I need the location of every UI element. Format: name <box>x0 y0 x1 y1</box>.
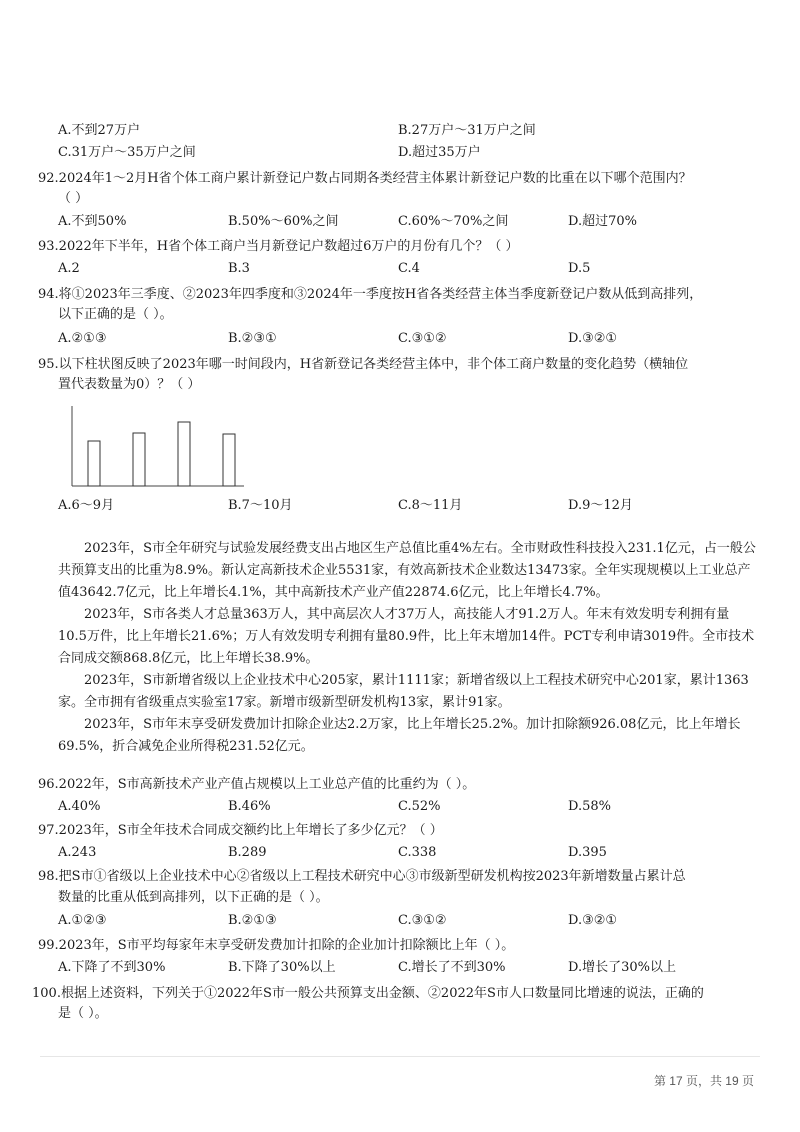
q99-stem: 99.2023年，S市平均每家年末享受研发费加计扣除的企业加计扣除额比上年（ ）。 <box>38 938 515 953</box>
q97-option-b[interactable]: B.289 <box>228 845 267 860</box>
chart-bar-1 <box>88 441 100 486</box>
q94-stem-cont: 以下正确的是（ ）。 <box>58 307 173 322</box>
q97-option-d[interactable]: D.395 <box>568 845 607 860</box>
q92-stem-cont: （ ） <box>58 191 89 206</box>
q99-option-c[interactable]: C.增长了不到30% <box>398 960 506 975</box>
q92-stem: 92.2024年1～2月H省个体工商户累计新登记户数占同期各类经营主体累计新登记户数的比重在以下哪个范围内？ <box>38 171 692 186</box>
q92-option-a[interactable]: A.不到50% <box>58 214 127 229</box>
q92-option-b[interactable]: B.50%～60%之间 <box>228 214 339 229</box>
q95-bar-chart <box>68 404 248 490</box>
q98-option-a[interactable]: A.①②③ <box>58 913 107 928</box>
material-paragraph-2: 2023年，S市各类人才总量363万人，其中高层次人才37万人，高技能人才91.2万人。年末有效发明专利拥有量10.5万件，比上年增长21.6%；万人有效发明专利拥有量80.9件，比上年末增加14件。PCT专利申请3019件。全市技术合同成交额868.8亿元，比上年增长38.9%。 <box>58 607 755 666</box>
q93-option-c[interactable]: C.4 <box>398 261 420 276</box>
q93-option-d[interactable]: D.5 <box>568 261 591 276</box>
q99-option-b[interactable]: B.下降了30%以上 <box>228 960 336 975</box>
q98-option-c[interactable]: C.③①② <box>398 913 447 928</box>
q94-option-b[interactable]: B.②③① <box>228 331 277 346</box>
q98-option-d[interactable]: D.③②① <box>568 913 618 928</box>
q99-option-a[interactable]: A.下降了不到30% <box>58 960 166 975</box>
q94-option-a[interactable]: A.②①③ <box>58 331 107 346</box>
page-number: 第 17 页，共 19 页 <box>653 1074 754 1088</box>
q96-option-c[interactable]: C.52% <box>398 799 441 814</box>
q93-option-a[interactable]: A.2 <box>58 261 80 276</box>
q92-option-d[interactable]: D.超过70% <box>568 214 637 229</box>
q93-stem: 93.2022年下半年，H省个体工商户当月新登记户数超过6万户的月份有几个？（ ） <box>38 239 519 254</box>
q95-option-a[interactable]: A.6～9月 <box>58 498 115 513</box>
q94-stem: 94.将①2023年三季度、②2023年四季度和③2024年一季度按H省各类经营主体当季度新登记户数从低到高排列， <box>38 287 703 302</box>
q91-option-d[interactable]: D.超过35万户 <box>398 145 481 160</box>
material-paragraph-3: 2023年，S市新增省级以上企业技术中心205家，累计1111家；新增省级以上工程技术研究中心201家，累计1363家。全市拥有省级重点实验室17家。新增市级新型研发机构13家，累计91家。 <box>58 673 749 710</box>
q91-option-a[interactable]: A.不到27万户 <box>58 123 141 138</box>
footer-divider <box>40 1056 760 1057</box>
chart-bar-2 <box>133 433 145 486</box>
q95-option-c[interactable]: C.8～11月 <box>398 498 463 513</box>
q99-option-d[interactable]: D.增长了30%以上 <box>568 960 676 975</box>
q97-option-a[interactable]: A.243 <box>58 845 97 860</box>
q96-option-a[interactable]: A.40% <box>58 799 101 814</box>
q96-option-d[interactable]: D.58% <box>568 799 611 814</box>
chart-bar-4 <box>223 434 235 486</box>
q97-stem: 97.2023年，S市全年技术合同成交额约比上年增长了多少亿元？（ ） <box>38 823 443 838</box>
q95-stem-cont: 置代表数量为0）？（ ） <box>58 377 201 392</box>
q95-option-b[interactable]: B.7～10月 <box>228 498 293 513</box>
q91-option-c[interactable]: C.31万户～35万户之间 <box>58 145 196 160</box>
q97-option-c[interactable]: C.338 <box>398 845 437 860</box>
q100-stem: 100.根据上述资料，下列关于①2022年S市一般公共预算支出金额、②2022年S市人口数量同比增速的说法，正确的 <box>32 986 704 1001</box>
q93-option-b[interactable]: B.3 <box>228 261 250 276</box>
q91-option-b[interactable]: B.27万户～31万户之间 <box>398 123 536 138</box>
material-paragraph-1: 2023年，S市全年研究与试验发展经费支出占地区生产总值比重4%左右。全市财政性科技投入231.1亿元，占一般公共预算支出的比重为8.9%。新认定高新技术企业5531家，有效高新技术企业数达13473家。全年实现规模以上工业总产值43642.7亿元，比上年增长4.1%，其中高新技术产业产值22874.6亿元，比上年增长4.7%。 <box>58 541 756 600</box>
q95-stem: 95.以下柱状图反映了2023年哪一时间段内，H省新登记各类经营主体中，非个体工商户数量的变化趋势（横轴位 <box>38 357 689 372</box>
q94-option-d[interactable]: D.③②① <box>568 331 618 346</box>
q98-stem: 98.把S市①省级以上企业技术中心②省级以上工程技术研究中心③市级新型研发机构按2023年新增数量占累计总 <box>38 869 686 884</box>
q98-stem-cont: 数量的比重从低到高排列，以下正确的是（ ）。 <box>58 890 329 905</box>
q98-option-b[interactable]: B.②①③ <box>228 913 277 928</box>
q92-option-c[interactable]: C.60%～70%之间 <box>398 214 509 229</box>
q96-option-b[interactable]: B.46% <box>228 799 271 814</box>
chart-bar-3 <box>178 422 190 486</box>
q95-option-d[interactable]: D.9～12月 <box>568 498 633 513</box>
q94-option-c[interactable]: C.③①② <box>398 331 447 346</box>
q96-stem: 96.2022年，S市高新技术产业产值占规模以上工业总产值的比重约为（ ）。 <box>38 777 476 792</box>
q100-stem-cont: 是（ ）。 <box>58 1006 108 1021</box>
material-paragraph-4: 2023年，S市年末享受研发费加计扣除企业达2.2万家，比上年增长25.2%。加计扣除额926.08亿元，比上年增长69.5%，折合减免企业所得税231.52亿元。 <box>58 717 741 754</box>
